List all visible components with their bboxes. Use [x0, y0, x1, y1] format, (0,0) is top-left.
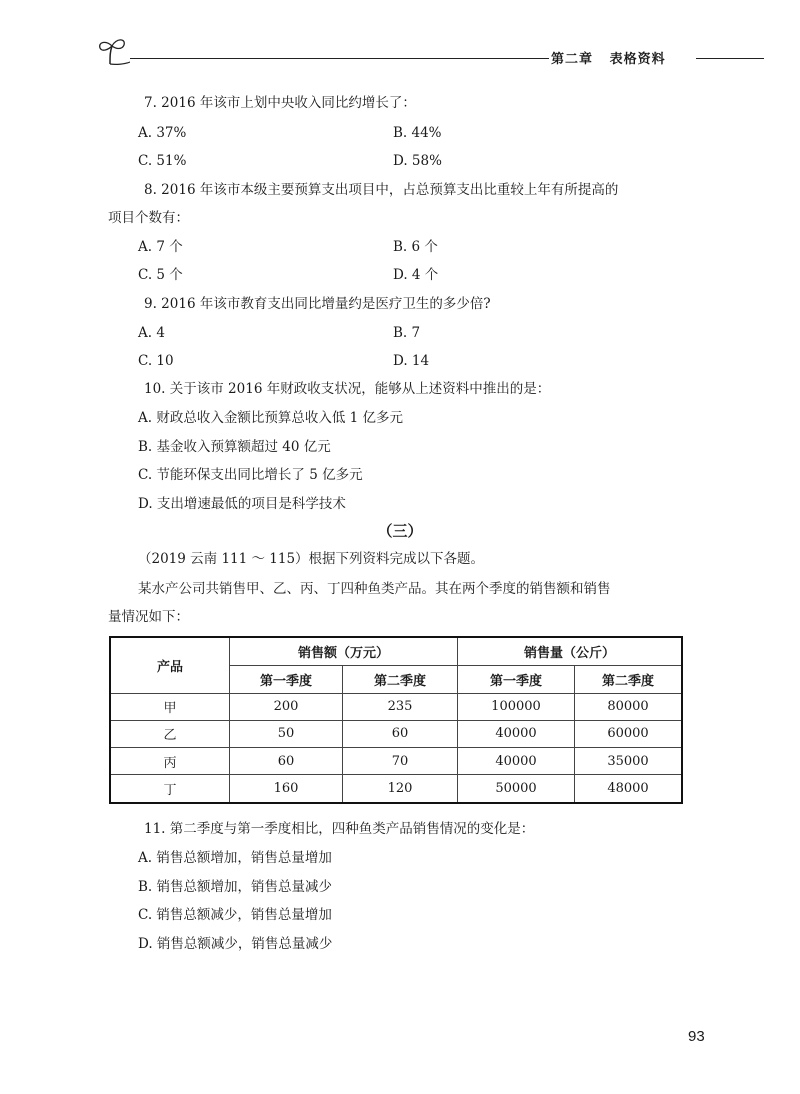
question-10-option-d: D. 支出增速最低的项目是科学技术: [138, 496, 346, 512]
header-rule-right: [696, 58, 764, 59]
header-product: 产品: [110, 637, 230, 693]
question-9-option-a: A. 4: [138, 325, 165, 341]
sales-table: [109, 636, 683, 804]
header-volume-q1: 第一季度: [458, 665, 575, 693]
header-volume-q2: 第二季度: [575, 665, 683, 693]
question-11-stem: 11. 第二季度与第一季度相比，四种鱼类产品销售情况的变化是：: [144, 821, 535, 837]
cell-volume-q1: 40000: [458, 748, 575, 775]
header-amount-q2: 第二季度: [343, 665, 458, 693]
question-11-option-c: C. 销售总额减少，销售总量增加: [138, 907, 332, 923]
question-9-option-b: B. 7: [393, 325, 421, 341]
cell-amount-q1: 160: [230, 775, 343, 803]
cell-volume-q2: 80000: [575, 693, 683, 720]
running-header: [96, 36, 764, 76]
question-11-option-a: A. 销售总额增加，销售总量增加: [138, 850, 332, 866]
question-8-option-d: D. 4 个: [393, 267, 439, 283]
cell-volume-q1: 40000: [458, 720, 575, 747]
header-chapter: 第二章: [551, 52, 594, 67]
question-10-option-c: C. 节能环保支出同比增长了 5 亿多元: [138, 467, 363, 483]
table-row: [110, 720, 682, 747]
question-7-stem: 7. 2016 年该市上划中央收入同比约增长了：: [144, 95, 416, 111]
header-amount-q1: 第一季度: [230, 665, 343, 693]
section-intro-line2: 量情况如下：: [108, 609, 189, 625]
row-product: 丁: [110, 775, 230, 803]
question-7-option-a: A. 37%: [138, 125, 187, 141]
row-product: 乙: [110, 720, 230, 747]
table-header-row-1: [110, 637, 682, 665]
table-row: [110, 775, 682, 803]
question-7-option-c: C. 51%: [138, 153, 187, 169]
question-8-stem-line1: 8. 2016 年该市本级主要预算支出项目中，占总预算支出比重较上年有所提高的: [144, 182, 619, 198]
question-9-stem: 9. 2016 年该市教育支出同比增量约是医疗卫生的多少倍?: [144, 296, 491, 312]
sprout-icon: [96, 36, 130, 66]
question-10-option-b: B. 基金收入预算额超过 40 亿元: [138, 439, 331, 455]
cell-amount-q1: 50: [230, 720, 343, 747]
cell-amount-q2: 60: [343, 720, 458, 747]
cell-volume-q1: 50000: [458, 775, 575, 803]
cell-volume-q2: 60000: [575, 720, 683, 747]
row-product: 丙: [110, 748, 230, 775]
cell-volume-q1: 100000: [458, 693, 575, 720]
cell-amount-q2: 70: [343, 748, 458, 775]
table-row: [110, 748, 682, 775]
section-source: （2019 云南 111 ～ 115）根据下列资料完成以下各题。: [138, 551, 485, 567]
cell-amount-q1: 200: [230, 693, 343, 720]
header-sales-volume: 销售量（公斤）: [458, 637, 683, 665]
header-section: 表格资料: [609, 52, 666, 67]
question-11-option-b: B. 销售总额增加，销售总量减少: [138, 879, 333, 895]
header-sales-amount: 销售额（万元）: [230, 637, 458, 665]
cell-volume-q2: 48000: [575, 775, 683, 803]
question-7-option-b: B. 44%: [393, 125, 442, 141]
cell-amount-q2: 120: [343, 775, 458, 803]
question-10-option-a: A. 财政总收入金额比预算总收入低 1 亿多元: [138, 410, 404, 426]
question-8-option-b: B. 6 个: [393, 239, 438, 255]
question-9-option-c: C. 10: [138, 353, 174, 369]
header-title: [549, 48, 668, 67]
section-title: （三）: [377, 522, 423, 540]
question-8-option-a: A. 7 个: [138, 239, 183, 255]
header-rule-left: [130, 58, 550, 59]
question-11-option-d: D. 销售总额减少，销售总量减少: [138, 936, 333, 952]
question-9-option-d: D. 14: [393, 353, 430, 369]
cell-amount-q1: 60: [230, 748, 343, 775]
table-row: [110, 693, 682, 720]
cell-amount-q2: 235: [343, 693, 458, 720]
section-intro-line1: 某水产公司共销售甲、乙、丙、丁四种鱼类产品。其在两个季度的销售额和销售: [138, 581, 611, 597]
page-number: 93: [688, 1028, 705, 1045]
question-8-option-c: C. 5 个: [138, 267, 183, 283]
question-8-stem-line2: 项目个数有：: [108, 210, 189, 226]
row-product: 甲: [110, 693, 230, 720]
question-10-stem: 10. 关于该市 2016 年财政收支状况，能够从上述资料中推出的是：: [144, 381, 551, 397]
question-7-option-d: D. 58%: [393, 153, 442, 169]
cell-volume-q2: 35000: [575, 748, 683, 775]
